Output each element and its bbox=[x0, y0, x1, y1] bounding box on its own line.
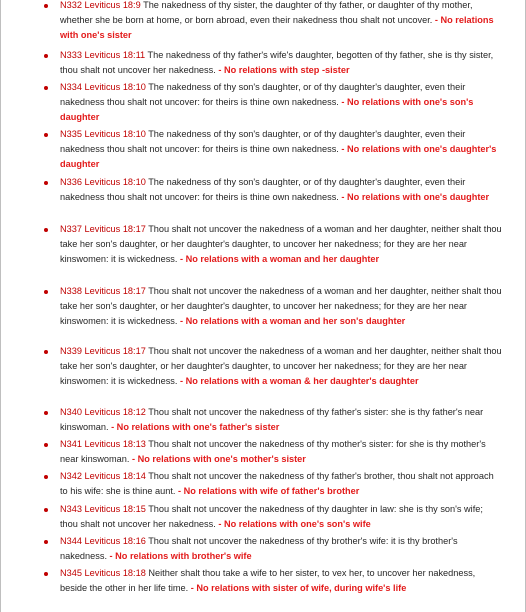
prohibition-note: - No relations with one's father's sister bbox=[108, 422, 280, 432]
bullet-icon bbox=[44, 572, 48, 576]
prohibition-note: - No relations with a woman and her son's daughter bbox=[177, 316, 406, 326]
verse-text: Thou shalt not uncover the nakedness of thy mother's sister: for she is thy mother's near kinswoman. bbox=[60, 439, 486, 464]
verse-reference: N342 Leviticus 18:14 bbox=[60, 471, 146, 481]
prohibition-note: - No relations with sister of wife, during wife's life bbox=[188, 583, 407, 593]
verse-reference: N332 Leviticus 18:9 bbox=[60, 0, 141, 10]
verse-text: Thou shalt not uncover the nakedness of thy brother's wife: it is thy brother's nakedness. bbox=[60, 536, 458, 561]
verse-reference: N338 Leviticus 18:17 bbox=[60, 286, 146, 296]
verse-text: Thou shalt not uncover the nakedness of thy father's sister: she is thy father's near kinswoman. bbox=[60, 407, 484, 432]
verse-text: The nakedness of thy sister, the daughter of thy father, or daughter of thy mother, whether she be born at home, or born abroad, even their nakedness thou shalt not uncover. bbox=[60, 0, 473, 25]
list-item bbox=[60, 534, 502, 564]
prohibition-note: - No relations with one's son's wife bbox=[215, 519, 371, 529]
bullet-icon bbox=[44, 133, 48, 137]
verse-reference: N343 Leviticus 18:15 bbox=[60, 504, 146, 514]
list-item bbox=[60, 127, 502, 172]
verse-text: The nakedness of thy son's daughter, or of thy daughter's daughter, even their nakedness thou shalt not uncover: for theirs is thine own nakedness. bbox=[60, 129, 466, 154]
list-item bbox=[60, 222, 502, 267]
prohibition-note: - No relations with a woman & her daughter's daughter bbox=[177, 376, 419, 386]
bullet-icon bbox=[44, 228, 48, 232]
list-item bbox=[60, 566, 502, 596]
list-item bbox=[60, 0, 502, 43]
verse-reference: N337 Leviticus 18:17 bbox=[60, 224, 146, 234]
prohibition-note: - No relations with brother's wife bbox=[107, 551, 252, 561]
prohibition-note: - No relations with wife of father's brother bbox=[175, 486, 360, 496]
prohibition-note: - No relations with one's daughter's daughter bbox=[60, 144, 497, 169]
list-item bbox=[60, 344, 502, 389]
prohibition-note: - No relations with one's sister bbox=[60, 15, 494, 40]
bullet-icon bbox=[44, 4, 48, 8]
verse-reference: N334 Leviticus 18:10 bbox=[60, 82, 146, 92]
prohibition-note: - No relations with one's son's daughter bbox=[60, 97, 474, 122]
prohibition-note: - No relations with one's mother's sister bbox=[129, 454, 306, 464]
bullet-icon bbox=[44, 181, 48, 185]
list-item bbox=[60, 469, 502, 499]
bullet-icon bbox=[44, 508, 48, 512]
bullet-icon bbox=[44, 86, 48, 90]
list-item bbox=[60, 48, 502, 78]
page-left-border bbox=[0, 0, 1, 612]
list-item bbox=[60, 437, 502, 467]
verse-reference: N340 Leviticus 18:12 bbox=[60, 407, 146, 417]
list-item bbox=[60, 80, 502, 125]
verse-text: Thou shalt not uncover the nakedness of a woman and her daughter, neither shalt thou take her son's daughter, or her daughter's daughter, to uncover her nakedness; for they are her near kinswomen: it is wickedness. bbox=[60, 286, 502, 326]
verse-reference: N344 Leviticus 18:16 bbox=[60, 536, 146, 546]
bullet-icon bbox=[44, 443, 48, 447]
verse-reference: N345 Leviticus 18:18 bbox=[60, 568, 146, 578]
bullet-icon bbox=[44, 540, 48, 544]
list-item bbox=[60, 175, 502, 205]
verse-text: Thou shalt not uncover the nakedness of thy daughter in law: she is thy son's wife; thou shalt not uncover her nakedness. bbox=[60, 504, 483, 529]
prohibition-note: - No relations with one's daughter bbox=[338, 192, 490, 202]
verse-text: Thou shalt not uncover the nakedness of thy father's brother, thou shalt not approach to his wife: she is thine aunt. bbox=[60, 471, 494, 496]
list-item bbox=[60, 284, 502, 329]
bullet-icon bbox=[44, 411, 48, 415]
verse-reference: N333 Leviticus 18:11 bbox=[60, 50, 146, 60]
bullet-icon bbox=[44, 290, 48, 294]
bullet-icon bbox=[44, 350, 48, 354]
bullet-icon bbox=[44, 54, 48, 58]
verse-text: Thou shalt not uncover the nakedness of a woman and her daughter, neither shalt thou take her son's daughter, or her daughter's daughter, to uncover her nakedness; for they are her near kinswomen: it is wickedness. bbox=[60, 224, 502, 264]
verse-reference: N341 Leviticus 18:13 bbox=[60, 439, 146, 449]
verse-reference: N335 Leviticus 18:10 bbox=[60, 129, 146, 139]
verse-text: Neither shalt thou take a wife to her sister, to vex her, to uncover her nakedness, beside the other in her life time. bbox=[60, 568, 476, 593]
verse-text: The nakedness of thy son's daughter, or of thy daughter's daughter, even their nakedness thou shalt not uncover: for theirs is thine own nakedness. bbox=[60, 177, 466, 202]
bullet-icon bbox=[44, 475, 48, 479]
prohibition-note: - No relations with a woman and her daughter bbox=[177, 254, 380, 264]
verse-text: The nakedness of thy father's wife's daughter, begotten of thy father, she is thy sister, thou shalt not uncover her nakedness. bbox=[60, 50, 494, 75]
verse-text: The nakedness of thy son's daughter, or of thy daughter's daughter, even their nakedness thou shalt not uncover: for theirs is thine own nakedness. bbox=[60, 82, 466, 107]
list-item bbox=[60, 405, 502, 435]
verse-reference: N336 Leviticus 18:10 bbox=[60, 177, 146, 187]
verse-text: Thou shalt not uncover the nakedness of a woman and her daughter, neither shalt thou take her son's daughter, or her daughter's daughter, to uncover her nakedness; for they are her near kinswomen: it is wickedness. bbox=[60, 346, 502, 386]
list-item bbox=[60, 502, 502, 532]
verse-reference: N339 Leviticus 18:17 bbox=[60, 346, 146, 356]
prohibition-note: - No relations with step -sister bbox=[215, 65, 350, 75]
